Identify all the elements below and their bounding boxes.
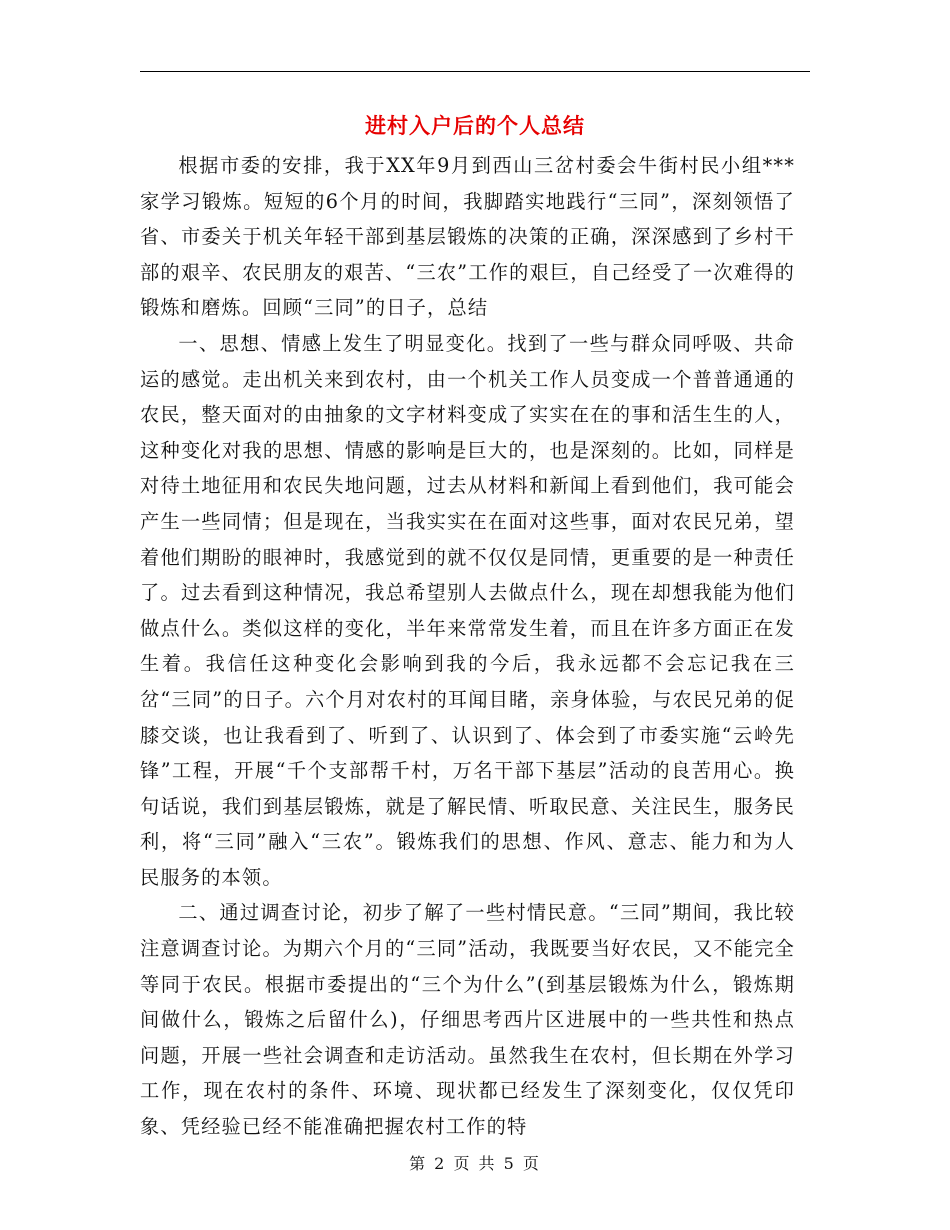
paragraph-section-two: 二、通过调查讨论，初步了解了一些村情民意。“三同”期间，我比较注意调查讨论。为期六个月的“三同”活动，我既要当好农民，又不能完全等同于农民。根据市委提出的“三个为什么”(到基层锻炼为什么，锻炼期间做什么，锻炼之后留什么)，仔细思考西片区进展中的一些共性和热点问题，开展一些社会调查和走访活动。虽然我生在农村，但长期在外学习工作，现在农村的条件、环境、现状都已经发生了深刻变化，仅仅凭印象、凭经验已经不能准确把握农村工作的特 (140, 901, 795, 1139)
document-title: 进村入户后的个人总结 (365, 114, 585, 138)
paragraph-intro: 根据市委的安排，我于XX年9月到西山三岔村委会牛街村民小组***家学习锻炼。短短的6个月的时间，我脚踏实地践行“三同”，深刻领悟了省、市委关于机关年轻干部到基层锻炼的决策的正确，深深感到了乡村干部的艰辛、农民朋友的艰苦、“三农”工作的艰巨，自己经受了一次难得的锻炼和磨炼。回顾“三同”的日子，总结 (140, 154, 795, 320)
paragraph-section-one: 一、思想、情感上发生了明显变化。找到了一些与群众同呼吸、共命运的感觉。走出机关来到农村，由一个机关工作人员变成一个普普通通的农民，整天面对的由抽象的文字材料变成了实实在在的事和活生生的人，这种变化对我的思想、情感的影响是巨大的，也是深刻的。比如，同样是对待土地征用和农民失地问题，过去从材料和新闻上看到他们，我可能会产生一些同情；但是现在，当我实实在在面对这些事，面对农民兄弟，望着他们期盼的眼神时，我感觉到的就不仅仅是同情，更重要的是一种责任了。过去看到这种情况，我总希望别人去做点什么，现在却想我能为他们做点什么。类似这样的变化，半年来常常发生着，而且在许多方面正在发生着。我信任这种变化会影响到我的今后，我永远都不会忘记我在三岔“三同”的日子。六个月对农村的耳闻目睹，亲身体验，与农民兄弟的促膝交谈，也让我看到了、听到了、认识到了、体会到了市委实施“云岭先锋”工程，开展“千个支部帮千村，万名干部下基层”活动的良苦用心。换句话说，我们到基层锻炼，就是了解民情、听取民意、关注民生，服务民利，将“三同”融入“三农”。锻炼我们的思想、作风、意志、能力和为人民服务的本领。 (140, 331, 795, 889)
page-number: 第 2 页 共 5 页 (409, 1154, 541, 1173)
document-body (140, 148, 795, 1145)
header-rule (140, 71, 810, 72)
